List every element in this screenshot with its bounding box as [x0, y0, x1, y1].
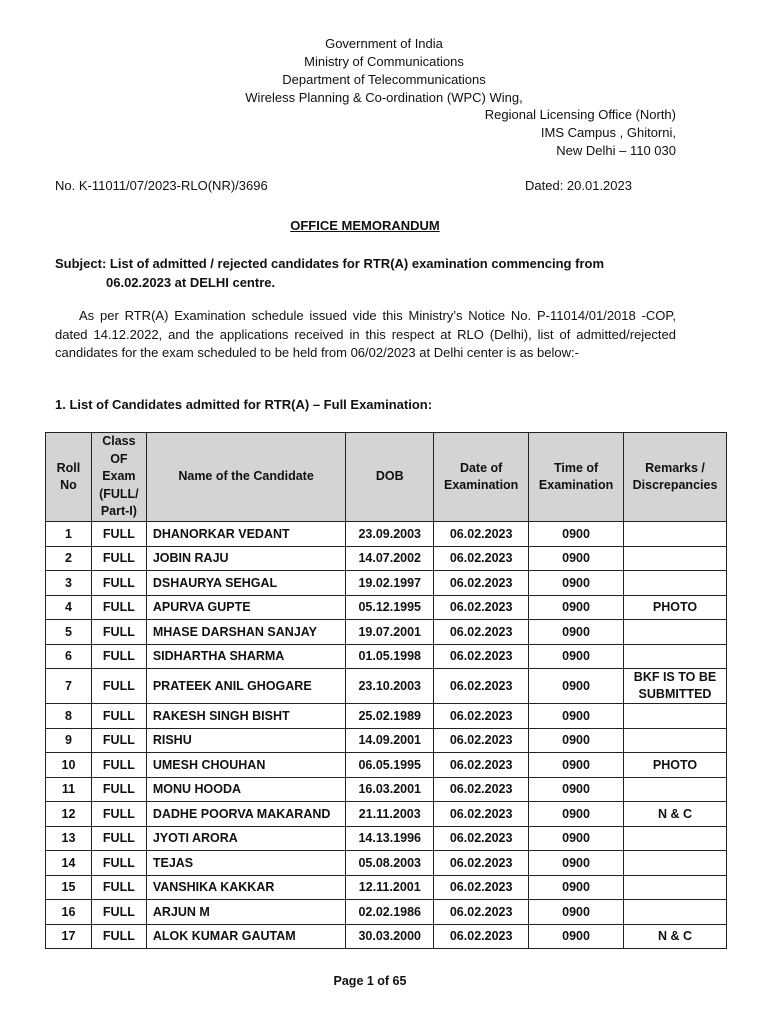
remarks: PHOTO — [624, 753, 727, 778]
subject-continuation: 06.02.2023 at DELHI centre. — [106, 275, 276, 290]
exam-date: 06.02.2023 — [434, 851, 529, 876]
table-row — [46, 704, 727, 729]
subject — [55, 254, 676, 292]
candidate-name: UMESH CHOUHAN — [146, 753, 345, 778]
exam-date: 06.02.2023 — [434, 595, 529, 620]
subject-text: List of admitted / rejected candidates for RTR(A) examination commencing from — [109, 256, 604, 271]
dob: 12.11.2001 — [346, 875, 434, 900]
candidate-name: MHASE DARSHAN SANJAY — [146, 620, 345, 645]
exam-date: 06.02.2023 — [434, 546, 529, 571]
candidate-name: DADHE POORVA MAKARAND — [146, 802, 345, 827]
exam-date: 06.02.2023 — [434, 728, 529, 753]
remarks: BKF IS TO BE SUBMITTED — [624, 669, 727, 704]
candidate-name: ARJUN M — [146, 900, 345, 925]
roll-no: 9 — [46, 728, 92, 753]
letterhead-line: Wireless Planning & Co-ordination (WPC) Wing, — [245, 90, 523, 105]
table-row — [46, 875, 727, 900]
remarks — [624, 546, 727, 571]
dob: 21.11.2003 — [346, 802, 434, 827]
candidate-name: DSHAURYA SEHGAL — [146, 571, 345, 596]
dob: 05.08.2003 — [346, 851, 434, 876]
roll-no: 11 — [46, 777, 92, 802]
class-of-exam: FULL — [91, 900, 146, 925]
class-of-exam: FULL — [91, 728, 146, 753]
candidate-name: JOBIN RAJU — [146, 546, 345, 571]
exam-time: 0900 — [529, 595, 624, 620]
dob: 14.13.1996 — [346, 826, 434, 851]
candidate-name: RISHU — [146, 728, 345, 753]
exam-date: 06.02.2023 — [434, 826, 529, 851]
dob: 14.07.2002 — [346, 546, 434, 571]
document-title: OFFICE MEMORANDUM — [290, 218, 440, 233]
roll-no: 14 — [46, 851, 92, 876]
page-number: Page 1 of 65 — [333, 974, 407, 988]
exam-date: 06.02.2023 — [434, 644, 529, 669]
table-row — [46, 571, 727, 596]
class-of-exam: FULL — [91, 644, 146, 669]
exam-time: 0900 — [529, 753, 624, 778]
candidate-name: ALOK KUMAR GAUTAM — [146, 924, 345, 949]
table-row — [46, 644, 727, 669]
roll-no: 6 — [46, 644, 92, 669]
exam-date: 06.02.2023 — [434, 900, 529, 925]
dob: 19.07.2001 — [346, 620, 434, 645]
exam-time: 0900 — [529, 728, 624, 753]
roll-no: 8 — [46, 704, 92, 729]
class-of-exam: FULL — [91, 595, 146, 620]
exam-time: 0900 — [529, 875, 624, 900]
subject-label: Subject: — [55, 256, 107, 271]
exam-date: 06.02.2023 — [434, 777, 529, 802]
exam-date: 06.02.2023 — [434, 620, 529, 645]
exam-date: 06.02.2023 — [434, 669, 529, 704]
exam-time: 0900 — [529, 924, 624, 949]
exam-time: 0900 — [529, 546, 624, 571]
candidate-name: JYOTI ARORA — [146, 826, 345, 851]
class-of-exam: FULL — [91, 777, 146, 802]
exam-time: 0900 — [529, 777, 624, 802]
roll-no: 13 — [46, 826, 92, 851]
exam-date: 06.02.2023 — [434, 753, 529, 778]
header-candidate-name: Name of the Candidate — [146, 433, 345, 522]
table-row — [46, 900, 727, 925]
table-header-row — [46, 433, 727, 522]
exam-time: 0900 — [529, 669, 624, 704]
table-row — [46, 826, 727, 851]
table-row — [46, 851, 727, 876]
table-row — [46, 620, 727, 645]
body-paragraph: As per RTR(A) Examination schedule issued vide this Ministry’s Notice No. P-11014/01/2018 -COP, dated 14.12.2022, and the applications received in this respect at RLO (Delhi), list of admitted/rejected candidates for the exam scheduled to be held from 06/02/2023 at Delhi center is as below:- — [55, 308, 676, 360]
class-of-exam: FULL — [91, 704, 146, 729]
class-of-exam: FULL — [91, 875, 146, 900]
roll-no: 16 — [46, 900, 92, 925]
class-of-exam: FULL — [91, 753, 146, 778]
office-address-line: Regional Licensing Office (North) — [484, 107, 676, 122]
class-of-exam: FULL — [91, 571, 146, 596]
remarks — [624, 620, 727, 645]
roll-no: 2 — [46, 546, 92, 571]
exam-date: 06.02.2023 — [434, 924, 529, 949]
candidate-name: VANSHIKA KAKKAR — [146, 875, 345, 900]
table-row — [46, 595, 727, 620]
dob: 05.12.1995 — [346, 595, 434, 620]
dob: 23.10.2003 — [346, 669, 434, 704]
remarks — [624, 851, 727, 876]
table-row — [46, 728, 727, 753]
candidates-table — [45, 432, 727, 949]
remarks: PHOTO — [624, 595, 727, 620]
class-of-exam: FULL — [91, 522, 146, 547]
class-of-exam: FULL — [91, 546, 146, 571]
dob: 19.02.1997 — [346, 571, 434, 596]
exam-time: 0900 — [529, 522, 624, 547]
candidate-name: MONU HOODA — [146, 777, 345, 802]
remarks — [624, 777, 727, 802]
dob: 14.09.2001 — [346, 728, 434, 753]
exam-time: 0900 — [529, 826, 624, 851]
letterhead-line: Government of India — [325, 36, 443, 51]
remarks — [624, 522, 727, 547]
section-heading: 1. List of Candidates admitted for RTR(A) – Full Examination: — [55, 397, 433, 412]
header-date-of-exam: Date of Examination — [434, 433, 529, 522]
roll-no: 17 — [46, 924, 92, 949]
table-row — [46, 924, 727, 949]
roll-no: 3 — [46, 571, 92, 596]
exam-time: 0900 — [529, 644, 624, 669]
remarks — [624, 875, 727, 900]
roll-no: 1 — [46, 522, 92, 547]
dob: 16.03.2001 — [346, 777, 434, 802]
exam-date: 06.02.2023 — [434, 875, 529, 900]
roll-no: 7 — [46, 669, 92, 704]
remarks — [624, 826, 727, 851]
remarks — [624, 571, 727, 596]
candidate-name: TEJAS — [146, 851, 345, 876]
class-of-exam: FULL — [91, 669, 146, 704]
table-row — [46, 522, 727, 547]
exam-time: 0900 — [529, 571, 624, 596]
roll-no: 4 — [46, 595, 92, 620]
class-of-exam: FULL — [91, 802, 146, 827]
candidate-name: SIDHARTHA SHARMA — [146, 644, 345, 669]
office-address-line: New Delhi – 110 030 — [556, 143, 676, 158]
exam-date: 06.02.2023 — [434, 571, 529, 596]
exam-time: 0900 — [529, 620, 624, 645]
remarks — [624, 704, 727, 729]
remarks: N & C — [624, 924, 727, 949]
roll-no: 15 — [46, 875, 92, 900]
class-of-exam: FULL — [91, 826, 146, 851]
candidate-name: RAKESH SINGH BISHT — [146, 704, 345, 729]
exam-date: 06.02.2023 — [434, 522, 529, 547]
roll-no: 12 — [46, 802, 92, 827]
table-row — [46, 546, 727, 571]
header-time-of-exam: Time of Examination — [529, 433, 624, 522]
remarks: N & C — [624, 802, 727, 827]
dob: 25.02.1989 — [346, 704, 434, 729]
exam-time: 0900 — [529, 704, 624, 729]
reference-number: No. K-11011/07/2023-RLO(NR)/3696 — [55, 178, 268, 193]
dob: 23.09.2003 — [346, 522, 434, 547]
roll-no: 10 — [46, 753, 92, 778]
header-dob: DOB — [346, 433, 434, 522]
candidate-name: DHANORKAR VEDANT — [146, 522, 345, 547]
class-of-exam: FULL — [91, 924, 146, 949]
exam-time: 0900 — [529, 900, 624, 925]
exam-date: 06.02.2023 — [434, 802, 529, 827]
exam-date: 06.02.2023 — [434, 704, 529, 729]
table-row — [46, 753, 727, 778]
table-row — [46, 669, 727, 704]
letterhead-line: Ministry of Communications — [304, 54, 464, 69]
document-date: Dated: 20.01.2023 — [525, 178, 632, 193]
remarks — [624, 900, 727, 925]
remarks — [624, 644, 727, 669]
dob: 02.02.1986 — [346, 900, 434, 925]
class-of-exam: FULL — [91, 620, 146, 645]
roll-no: 5 — [46, 620, 92, 645]
header-remarks: Remarks / Discrepancies — [624, 433, 727, 522]
class-of-exam: FULL — [91, 851, 146, 876]
dob: 06.05.1995 — [346, 753, 434, 778]
dob: 30.03.2000 — [346, 924, 434, 949]
table-row — [46, 802, 727, 827]
letterhead-line: Department of Telecommunications — [282, 72, 486, 87]
table-row — [46, 777, 727, 802]
header-class-of-exam: Class OF Exam (FULL/ Part-I) — [91, 433, 146, 522]
remarks — [624, 728, 727, 753]
office-address-line: IMS Campus , Ghitorni, — [540, 125, 676, 140]
exam-time: 0900 — [529, 851, 624, 876]
candidate-name: APURVA GUPTE — [146, 595, 345, 620]
header-roll-no: Roll No — [46, 433, 92, 522]
candidate-name: PRATEEK ANIL GHOGARE — [146, 669, 345, 704]
exam-time: 0900 — [529, 802, 624, 827]
dob: 01.05.1998 — [346, 644, 434, 669]
